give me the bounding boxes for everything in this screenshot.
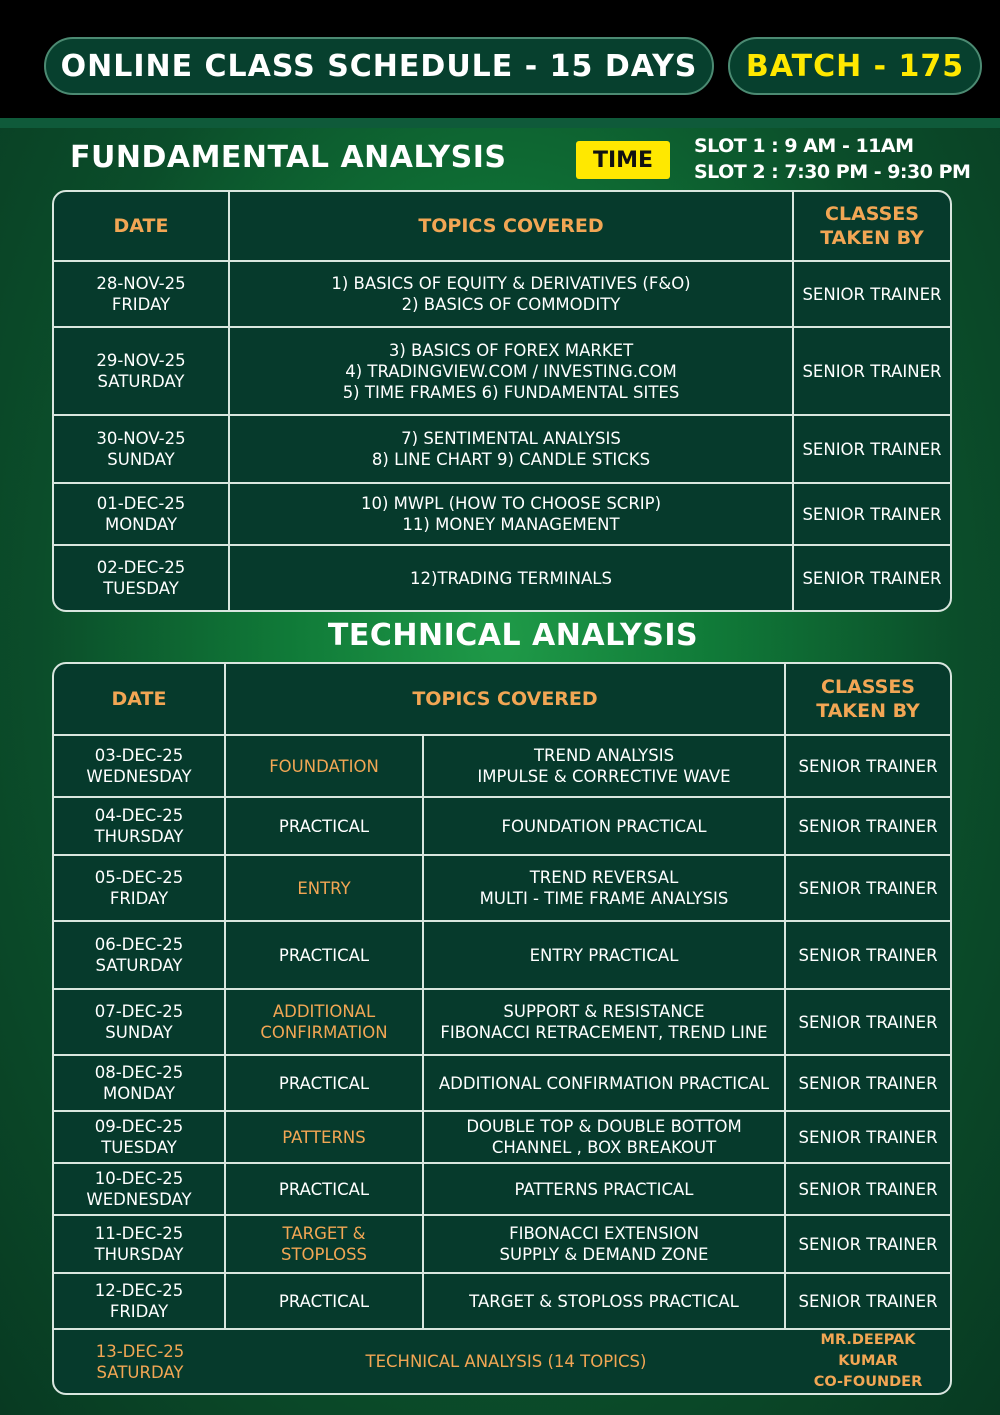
trainer-cell	[786, 1112, 950, 1164]
trainer-cell	[786, 1216, 950, 1274]
topics-cell	[424, 1216, 786, 1274]
trainer-text: SENIOR TRAINER	[798, 1234, 938, 1254]
text-line: 8) LINE CHART 9) CANDLE STICKS	[371, 450, 651, 469]
date-text: 09-DEC-25	[94, 1117, 184, 1136]
trainer-text: SENIOR TRAINER	[798, 756, 938, 776]
text-line: DOUBLE TOP & DOUBLE BOTTOM	[466, 1117, 742, 1136]
day-text: THURSDAY	[94, 1245, 184, 1264]
date-text: 29-NOV-25	[96, 351, 186, 370]
trainer-text: SENIOR TRAINER	[798, 945, 938, 965]
table-row	[54, 1112, 950, 1164]
date-cell	[54, 856, 226, 922]
table-row	[54, 1056, 950, 1112]
tech-topics-header: TOPICS COVERED	[226, 664, 786, 736]
trainer-cell	[794, 416, 950, 484]
trainer-cell	[786, 856, 950, 922]
date-text: 08-DEC-25	[94, 1063, 184, 1082]
text-line: SUPPLY & DEMAND ZONE	[499, 1245, 709, 1264]
day-text: TUESDAY	[103, 579, 179, 598]
final-topic-cell	[226, 1330, 786, 1393]
category-cell	[226, 798, 424, 856]
category-cell	[226, 736, 424, 798]
trainer-text: SENIOR TRAINER	[798, 1291, 938, 1311]
topics-cell	[424, 798, 786, 856]
slot-2: SLOT 2 : 7:30 PM - 9:30 PM	[694, 161, 971, 183]
category-cell	[226, 1056, 424, 1112]
text-line: IMPULSE & CORRECTIVE WAVE	[477, 767, 731, 786]
topics-cell	[230, 484, 794, 546]
date-text: 06-DEC-25	[94, 935, 184, 954]
category-cell	[226, 990, 424, 1056]
topics-cell	[424, 1164, 786, 1216]
topics-cell	[230, 546, 794, 610]
date-cell	[54, 1164, 226, 1216]
time-badge: TIME	[576, 141, 670, 179]
topics-cell	[424, 856, 786, 922]
topics-cell	[424, 1056, 786, 1112]
trainer-name: MR.DEEPAK KUMAR	[820, 1332, 916, 1369]
date-cell	[54, 736, 226, 798]
text-line: 11) MONEY MANAGEMENT	[402, 515, 620, 534]
trainer-text: SENIOR TRAINER	[798, 1127, 938, 1147]
fund-trainer-header: CLASSES TAKEN BY	[794, 192, 950, 262]
day-text: SUNDAY	[105, 1023, 173, 1042]
text-line: PRACTICAL	[278, 816, 370, 836]
text-line: ENTRY	[297, 878, 351, 898]
date-text: 04-DEC-25	[94, 806, 184, 825]
day-text: THURSDAY	[94, 827, 184, 846]
text-line: FOUNDATION	[269, 756, 379, 776]
trainer-cell	[786, 1164, 950, 1216]
trainer-text: SENIOR TRAINER	[802, 504, 942, 524]
topics-cell	[424, 736, 786, 798]
date-cell	[54, 262, 230, 328]
trainer-cell	[794, 484, 950, 546]
category-cell	[226, 856, 424, 922]
day-text: SATURDAY	[96, 1362, 184, 1382]
text-line: STOPLOSS	[280, 1245, 368, 1264]
technical-table	[52, 662, 952, 1395]
topics-cell	[230, 416, 794, 484]
text-line: CONFIRMATION	[260, 1023, 388, 1042]
category-cell	[226, 922, 424, 990]
trainer-text: SENIOR TRAINER	[802, 568, 942, 588]
final-topic: TECHNICAL ANALYSIS (14 TOPICS)	[365, 1352, 647, 1371]
text-line: FIBONACCI EXTENSION	[509, 1224, 699, 1243]
topics-cell	[424, 1112, 786, 1164]
date-text: 30-NOV-25	[96, 429, 186, 448]
date-cell	[54, 416, 230, 484]
text-line: CHANNEL , BOX BREAKOUT	[491, 1138, 717, 1157]
final-trainer-cell	[786, 1330, 950, 1393]
tech-date-header: DATE	[54, 664, 226, 736]
text-line: TARGET & STOPLOSS PRACTICAL	[469, 1291, 739, 1311]
trainer-cell	[786, 1056, 950, 1112]
date-text: 03-DEC-25	[94, 746, 184, 765]
topics-cell	[230, 262, 794, 328]
header-stripe	[0, 118, 1000, 128]
technical-heading: TECHNICAL ANALYSIS	[327, 618, 699, 653]
day-text: MONDAY	[102, 1084, 176, 1103]
trainer-cell	[794, 262, 950, 328]
category-cell	[226, 1112, 424, 1164]
text-line: ENTRY PRACTICAL	[529, 945, 679, 965]
category-cell	[226, 1216, 424, 1274]
table-row	[54, 922, 950, 990]
trainer-cell	[786, 922, 950, 990]
table-row	[54, 328, 950, 416]
trainer-cell	[786, 736, 950, 798]
batch-badge: BATCH - 175	[728, 37, 982, 95]
schedule-title: ONLINE CLASS SCHEDULE - 15 DAYS	[44, 37, 714, 95]
topics-cell	[230, 328, 794, 416]
day-text: MONDAY	[104, 515, 178, 534]
table-row	[54, 1164, 950, 1216]
date-text: 12-DEC-25	[94, 1281, 184, 1300]
trainer-cell	[786, 1274, 950, 1330]
text-line: PRACTICAL	[278, 1073, 370, 1093]
trainer-text: SENIOR TRAINER	[798, 816, 938, 836]
date-cell	[54, 1056, 226, 1112]
text-line: MULTI - TIME FRAME ANALYSIS	[479, 889, 729, 908]
date-text: 07-DEC-25	[94, 1002, 184, 1021]
slot-times	[694, 133, 970, 185]
date-text: 10-DEC-25	[94, 1169, 184, 1188]
text-line: PRACTICAL	[278, 1291, 370, 1311]
text-line: TREND ANALYSIS	[533, 746, 675, 765]
text-line: 10) MWPL (HOW TO CHOOSE SCRIP)	[360, 494, 662, 513]
fundamental-heading: FUNDAMENTAL ANALYSIS	[70, 140, 507, 175]
text-line: FOUNDATION PRACTICAL	[501, 816, 707, 836]
date-cell	[54, 1330, 226, 1393]
text-line: PRACTICAL	[278, 945, 370, 965]
date-text: 05-DEC-25	[94, 868, 184, 887]
trainer-text: SENIOR TRAINER	[798, 878, 938, 898]
day-text: FRIDAY	[109, 889, 169, 908]
date-cell	[54, 922, 226, 990]
date-cell	[54, 990, 226, 1056]
tech-trainer-header: CLASSES TAKEN BY	[786, 664, 950, 736]
trainer-cell	[786, 990, 950, 1056]
text-line: TREND REVERSAL	[529, 868, 679, 887]
table-row	[54, 990, 950, 1056]
trainer-cell	[794, 328, 950, 416]
final-row	[54, 1330, 950, 1393]
text-line: ADDITIONAL	[272, 1002, 376, 1021]
text-line: 3) BASICS OF FOREX MARKET	[388, 340, 634, 360]
table-row	[54, 546, 950, 610]
table-row	[54, 484, 950, 546]
text-line: ADDITIONAL CONFIRMATION PRACTICAL	[438, 1073, 770, 1093]
date-cell	[54, 798, 226, 856]
day-text: TUESDAY	[101, 1138, 177, 1157]
text-line: SUPPORT & RESISTANCE	[503, 1002, 705, 1021]
fund-date-header: DATE	[54, 192, 230, 262]
day-text: FRIDAY	[111, 295, 171, 314]
day-text: FRIDAY	[109, 1302, 169, 1321]
day-text: WEDNESDAY	[86, 767, 192, 786]
trainer-cell	[794, 546, 950, 610]
trainer-text: SENIOR TRAINER	[802, 439, 942, 459]
category-cell	[226, 1164, 424, 1216]
text-line: 5) TIME FRAMES 6) FUNDAMENTAL SITES	[342, 382, 680, 402]
text-line: 7) SENTIMENTAL ANALYSIS	[401, 429, 621, 448]
table-row	[54, 736, 950, 798]
date-cell	[54, 1274, 226, 1330]
table-row	[54, 798, 950, 856]
text-line: 12)TRADING TERMINALS	[410, 568, 612, 588]
trainer-text: SENIOR TRAINER	[798, 1012, 938, 1032]
fundamental-table	[52, 190, 952, 612]
date-text: 28-NOV-25	[96, 274, 186, 293]
table-row	[54, 856, 950, 922]
date-cell	[54, 484, 230, 546]
date-text: 02-DEC-25	[96, 558, 186, 577]
text-line: PATTERNS	[282, 1127, 366, 1147]
date-cell	[54, 328, 230, 416]
table-row	[54, 1216, 950, 1274]
text-line: FIBONACCI RETRACEMENT, TREND LINE	[440, 1023, 768, 1042]
text-line: PATTERNS PRACTICAL	[514, 1179, 694, 1199]
topics-cell	[424, 922, 786, 990]
trainer-cell	[786, 798, 950, 856]
day-text: SUNDAY	[107, 450, 175, 469]
text-line: 4) TRADINGVIEW.COM / INVESTING.COM	[345, 361, 677, 381]
trainer-role: CO-FOUNDER	[813, 1374, 923, 1390]
category-cell	[226, 1274, 424, 1330]
fund-topics-header: TOPICS COVERED	[230, 192, 794, 262]
topics-cell	[424, 990, 786, 1056]
text-line: 1) BASICS OF EQUITY & DERIVATIVES (F&O)	[331, 274, 691, 293]
date-cell	[54, 1112, 226, 1164]
trainer-text: SENIOR TRAINER	[798, 1073, 938, 1093]
day-text: WEDNESDAY	[86, 1190, 192, 1209]
date-cell	[54, 1216, 226, 1274]
table-row	[54, 262, 950, 328]
topics-cell	[424, 1274, 786, 1330]
table-row	[54, 1274, 950, 1330]
date-cell	[54, 546, 230, 610]
text-line: 2) BASICS OF COMMODITY	[401, 295, 621, 314]
day-text: SATURDAY	[97, 372, 185, 391]
trainer-text: SENIOR TRAINER	[802, 361, 942, 381]
trainer-text: SENIOR TRAINER	[802, 284, 942, 304]
text-line: PRACTICAL	[278, 1179, 370, 1199]
table-row	[54, 416, 950, 484]
date-text: 11-DEC-25	[94, 1224, 184, 1243]
slot-1: SLOT 1 : 9 AM - 11AM	[694, 135, 914, 157]
date-text: 13-DEC-25	[95, 1341, 185, 1361]
day-text: SATURDAY	[95, 956, 183, 975]
trainer-text: SENIOR TRAINER	[798, 1179, 938, 1199]
date-text: 01-DEC-25	[96, 494, 186, 513]
text-line: TARGET &	[282, 1224, 366, 1243]
